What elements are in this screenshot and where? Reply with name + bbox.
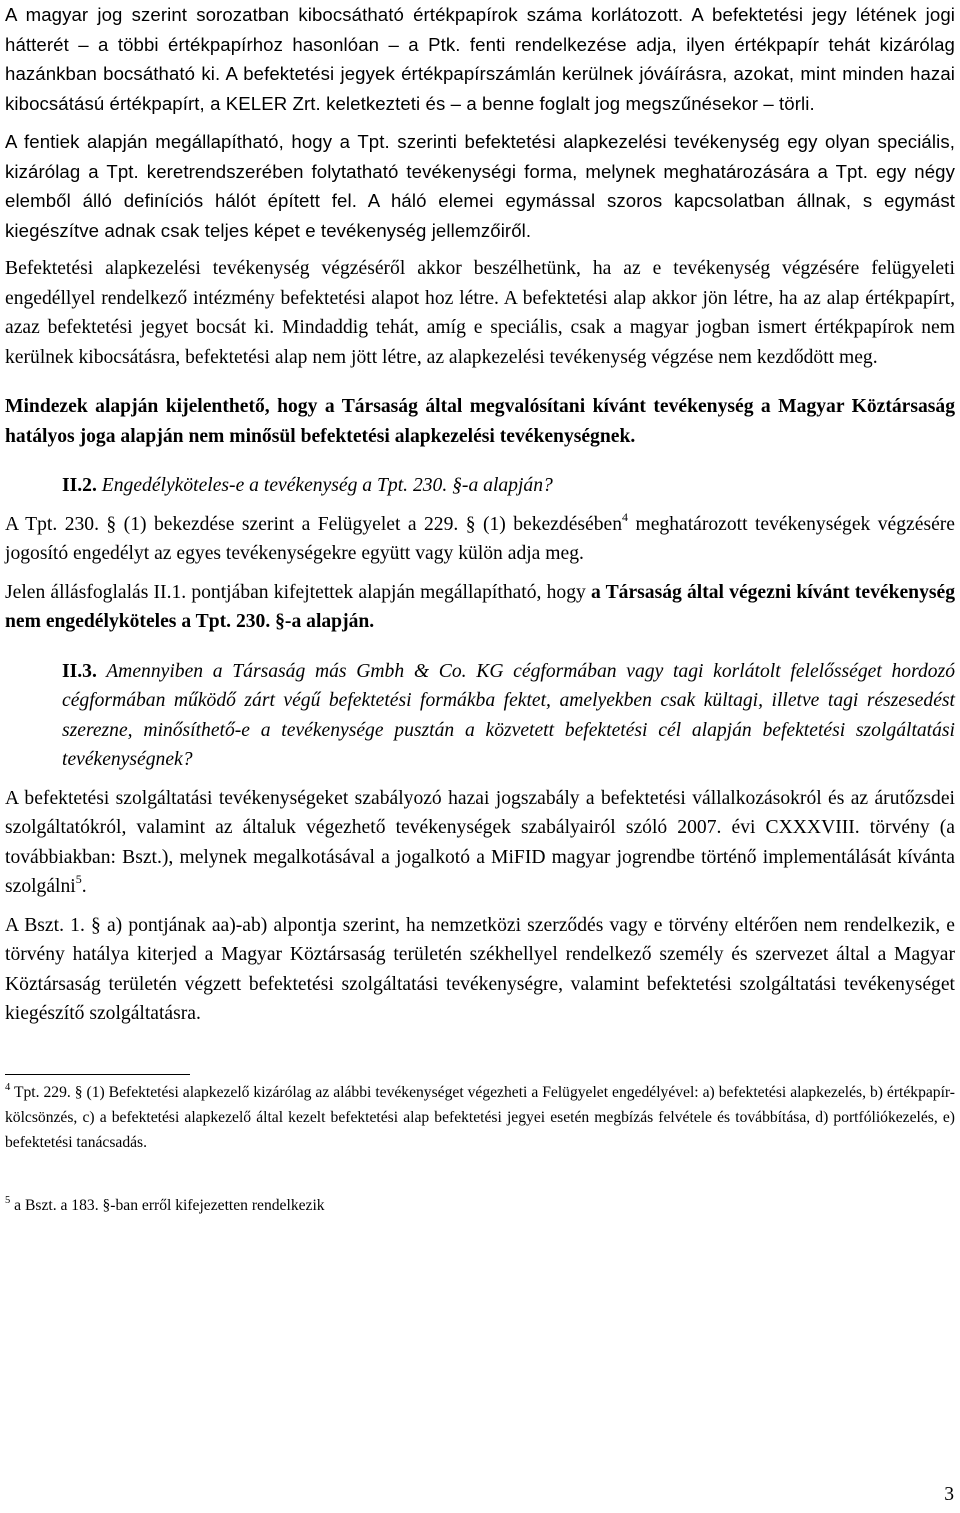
paragraph-bszt-text-a: A befektetési szolgáltatási tevékenységeket szabályozó hazai jogszabály a befektetési vállalkozásokról és az árutőzsdei szolgáltatókról, valamint az általuk végezhető tevékenységek szabályairól szóló 2007. évi CXXXVIII. törvény (a továbbiakban: Bszt.), melynek megalkotásával a jogalkotó a MiFID magyar jogrendbe történő implementálását kívánta szolgálni bbox=[5, 787, 955, 897]
paragraph-tpt-230-text-a: A Tpt. 230. § (1) bekezdése szerint a Felügyelet a 229. § (1) bekezdésében bbox=[5, 513, 623, 535]
paragraph-fund-management: Befektetési alapkezelési tevékenység végzéséről akkor beszélhetünk, ha az e tevékenység végzésére felügyeleti engedéllyel rendelkező intézmény befektetési alapot hoz létre. A befektetési alap akkor jön létre, ha az alap értékpapírt, azaz befektetési jegyet bocsát ki. Mindaddig tehát, amíg e speciális, csak a magyar jogban ismert értékpapírok nem kerülnek kibocsátásra, befektetési alap nem jött létre, az alapkezelési tevékenység végzése nem kezdődött meg. bbox=[5, 258, 955, 368]
paragraph-tpt-230 bbox=[5, 510, 955, 569]
footnote-4-mark: 4 bbox=[5, 1081, 11, 1093]
heading-ii-3-text: Amennyiben a Társaság más Gmbh & Co. KG cégformában vagy tagi korlátolt felelősséget hordozó cégformában működő zárt végű befektetési formákba fektet, amelyekben csak kültagi, illetve tagi részesedést szerezne, minősíthető-e a tevékenysége pusztán a közvetett befektetési cél alapján befektetési szolgáltatási tevékenységnek? bbox=[62, 660, 955, 770]
footnote-5-mark: 5 bbox=[5, 1194, 11, 1206]
page-number: 3 bbox=[944, 1484, 954, 1505]
heading-ii-2 bbox=[5, 471, 955, 501]
document-page bbox=[5, 0, 955, 1218]
paragraph-statement-text: Jelen állásfoglalás II.1. pontjában kifejtettek alapján megállapítható, hogy bbox=[5, 581, 591, 603]
paragraph-definitional-net: A fentiek alapján megállapítható, hogy a Tpt. szerinti befektetési alapkezelési tevékenység egy olyan speciális, kizárólag a Tpt. keretrendszerében folytatható tevékenységi forma, melynek meghatározására a Tpt. egy négy elemből álló definíciós hálót épített fel. A háló elemei egymással szoros kapcsolatban állnak, s egymást kiegészítve adnak csak teljes képet e tevékenység jellemzőiről. bbox=[5, 131, 955, 241]
paragraph-conclusion: Mindezek alapján kijelenthető, hogy a Társaság által megvalósítani kívánt tevékenység a Magyar Köztársaság hatályos joga alapján nem minősül befektetési alapkezelési tevékenységnek. bbox=[5, 396, 955, 447]
paragraph-statement bbox=[5, 578, 955, 637]
heading-ii-2-number: II.2. bbox=[62, 475, 97, 496]
footnote-4-text: Tpt. 229. § (1) Befektetési alapkezelő kizárólag az alábbi tevékenységet végezheti a Felügyelet engedélyével: a) befektetési alapkezelés, b) értékpapír-kölcsönzés, c) a befektetési alapkezelő által kezelt befektetési alap befektetési jegyei esetén megbízás felvétele és továbbítása, d) portfóliókezelés, e) befektetési tanácsadás. bbox=[5, 1083, 955, 1151]
footnote-5-text: a Bszt. a 183. §-ban erről kifejezetten rendelkezik bbox=[10, 1196, 325, 1214]
footnote-ref-5[interactable]: 5 bbox=[75, 872, 82, 886]
paragraph-keler: A magyar jog szerint sorozatban kibocsátható értékpapírok száma korlátozott. A befektetési jegy létének jogi hátterét – a többi értékpapírhoz hasonlóan – a Ptk. fenti rendelkezése adja, ilyen értékpapír tehát kizárólag hazánkban bocsátható ki. A befektetési jegyek értékpapírszámlán kerülnek jóváírásra, azokat, mint minden hazai kibocsátású értékpapírt, a KELER Zrt. keletkezteti és – a benne foglalt jog megszűnésekor – törli. bbox=[5, 4, 955, 114]
heading-ii-2-text: Engedélyköteles-e a tevékenység a Tpt. 230. §-a alapján? bbox=[101, 475, 553, 496]
heading-ii-3 bbox=[5, 657, 955, 775]
paragraph-bszt-text-b: . bbox=[81, 876, 87, 897]
footnote-4 bbox=[5, 1080, 955, 1155]
paragraph-bszt-scope: A Bszt. 1. § a) pontjának aa)-ab) alpontja szerint, ha nemzetközi szerződés vagy e törvény eltérően nem rendelkezik, e törvény hatálya kiterjed a Magyar Köztársaság területén székhellyel rendelkező személy és szervezet által a Magyar Köztársaság területén végzett befektetési szolgáltatási tevékenységre, valamint befektetési szolgáltatási tevékenységet kiegészítő szolgáltatásra. bbox=[5, 914, 955, 1024]
paragraph-bszt bbox=[5, 784, 955, 902]
paragraph-statement-bold: a Társaság által végezni kívánt tevékenység nem engedélyköteles a Tpt. 230. §-a alapján. bbox=[5, 581, 955, 632]
heading-ii-3-number: II.3. bbox=[62, 660, 97, 682]
footnote-5 bbox=[5, 1193, 955, 1218]
footnote-ref-4[interactable]: 4 bbox=[622, 509, 629, 524]
paragraph-tpt-230-text-b: meghatározott tevékenységek végzésére jogosító engedélyt az egyes tevékenységekre együtt vagy külön adja meg. bbox=[5, 513, 955, 564]
